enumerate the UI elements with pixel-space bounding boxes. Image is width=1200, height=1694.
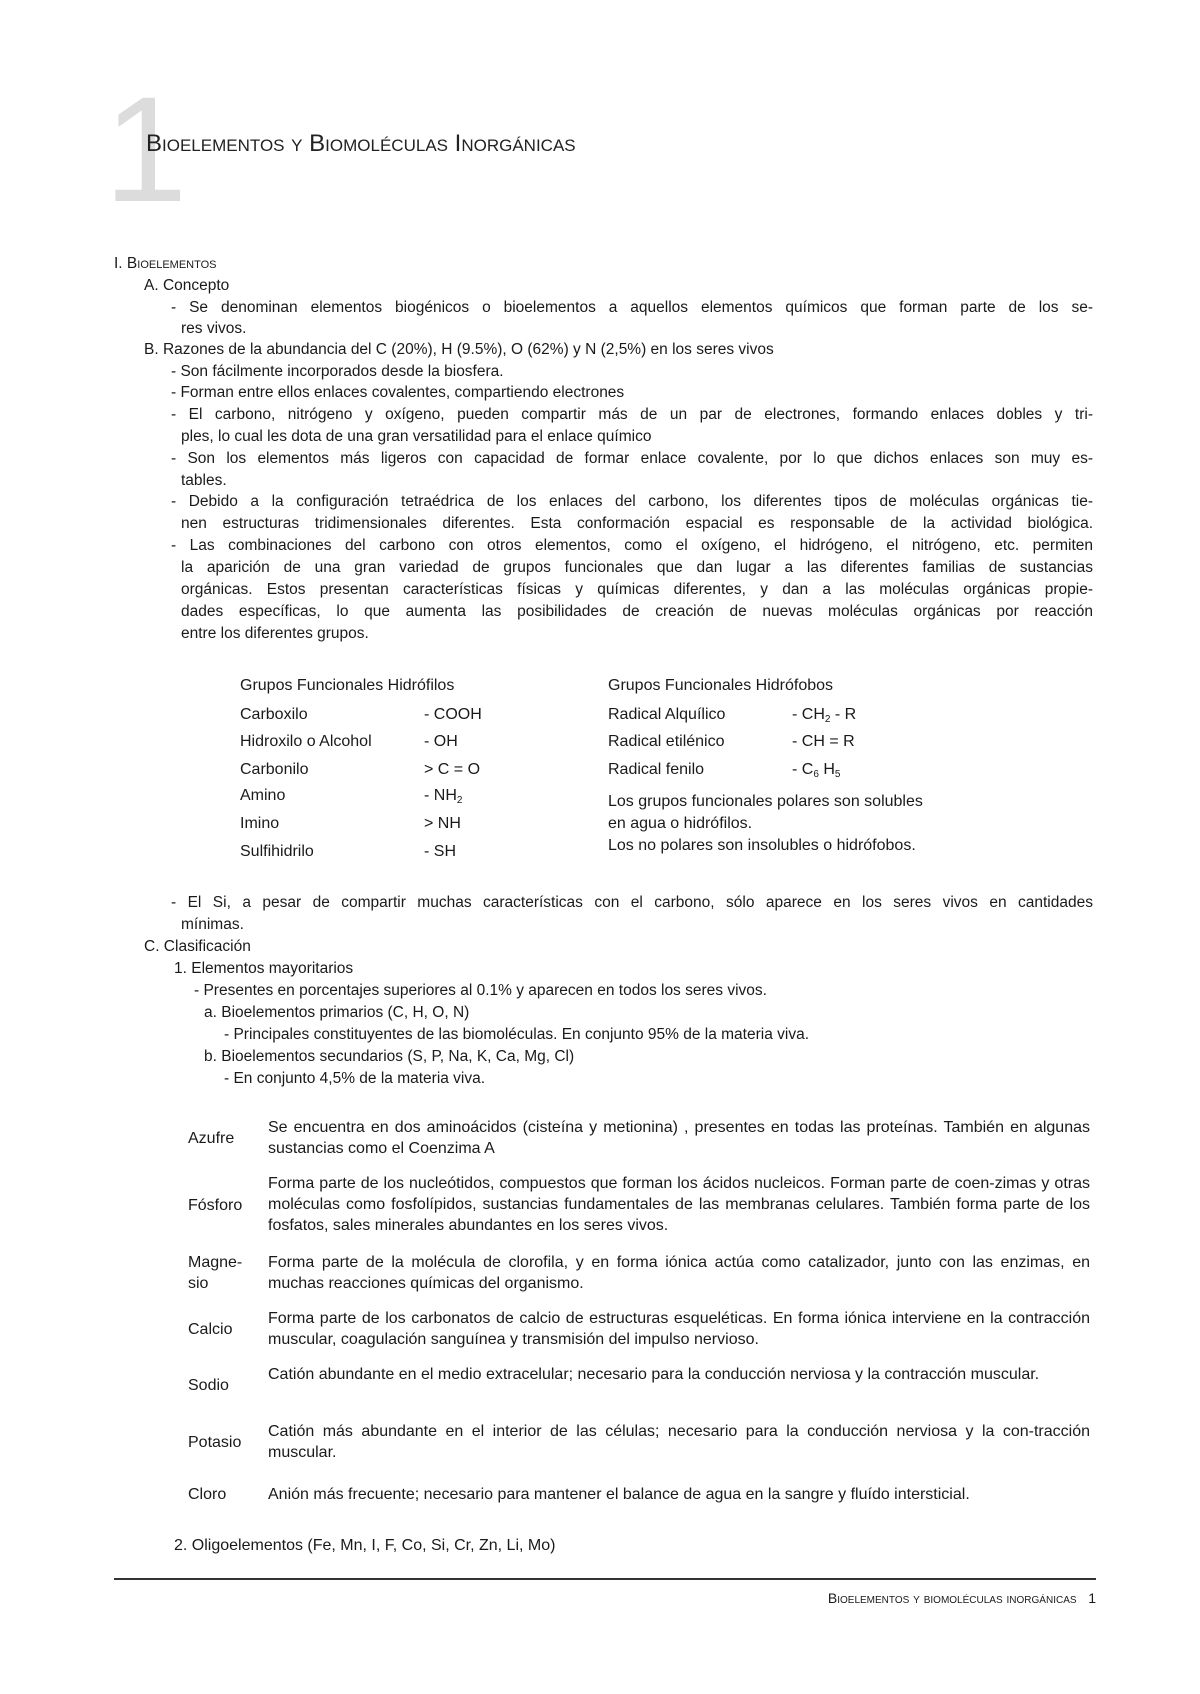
hydrophobic-name: Radical fenilo bbox=[608, 761, 705, 778]
element-name: Magne-sio bbox=[188, 1254, 243, 1292]
footer-rule bbox=[114, 1578, 1096, 1580]
reason-line-12: dades específicas, lo que aumenta las posibilidades de creación de nuevas moléculas orgánicas por reacción bbox=[181, 603, 1093, 620]
element-name: Fósforo bbox=[188, 1197, 243, 1214]
reason-line-9: - Las combinaciones del carbono con otros elementos, como el oxígeno, el hidrógeno, el nitrógeno, etc. permiten bbox=[171, 537, 1093, 554]
reason-line-6: tables. bbox=[181, 472, 227, 489]
secondary-elements-heading: b. Bioelementos secundarios (S, P, Na, K, Ca, Mg, Cl) bbox=[204, 1048, 575, 1065]
formula-text: - R bbox=[830, 706, 857, 723]
hydrophilic-name: Carboxilo bbox=[240, 706, 308, 723]
page-footer bbox=[828, 1590, 1096, 1606]
major-elements-desc: - Presentes en porcentajes superiores al 0.1% y aparecen en todos los seres vivos. bbox=[194, 982, 767, 999]
element-desc: Catión más abundante en el interior de las células; necesario para la conducción nerviosa y la con-tracción muscular. bbox=[268, 1423, 1090, 1461]
hydrophilic-name: Imino bbox=[240, 815, 280, 832]
hydrophobic-name: Radical etilénico bbox=[608, 733, 725, 750]
concept-line-2: res vivos. bbox=[181, 320, 247, 337]
element-desc: Forma parte de los carbonatos de calcio de estructuras esqueléticas. En forma iónica interviene en la contracción muscular, coagulación sanguínea y transmisión del impulso nervioso. bbox=[268, 1310, 1090, 1348]
hydrophobic-header: Grupos Funcionales Hidrófobos bbox=[608, 677, 834, 694]
formula-text: - C bbox=[792, 761, 814, 778]
secondary-elements-desc: - En conjunto 4,5% de la materia viva. bbox=[224, 1070, 486, 1087]
element-desc: Se encuentra en dos aminoácidos (cisteína y metionina) , presentes en todas las proteínas. También en algunas sustancias como el Coenzima A bbox=[268, 1119, 1090, 1157]
reason-line-5: - Son los elementos más ligeros con capacidad de formar enlace covalente, por lo que dichos enlaces son muy es- bbox=[171, 450, 1093, 467]
primary-elements-heading: a. Bioelementos primarios (C, H, O, N) bbox=[204, 1004, 470, 1021]
reason-line-8: nen estructuras tridimensionales diferentes. Esta conformación espacial es responsable de la actividad biológica. bbox=[181, 515, 1093, 532]
formula-text: - CH bbox=[792, 706, 825, 723]
element-name: Calcio bbox=[188, 1321, 233, 1338]
hydrophilic-name: Carbonilo bbox=[240, 761, 309, 778]
formula-text: - NH bbox=[424, 787, 457, 804]
element-name: Cloro bbox=[188, 1486, 227, 1503]
reason-line-2: - Forman entre ellos enlaces covalentes, compartiendo electrones bbox=[171, 384, 625, 401]
reason-line-1: - Son fácilmente incorporados desde la biosfera. bbox=[171, 363, 504, 380]
major-elements-heading: 1. Elementos mayoritarios bbox=[174, 960, 354, 977]
chapter-number: 1 bbox=[104, 65, 188, 233]
reason-line-10: la aparición de una gran variedad de grupos funcionales que dan lugar a las diferentes familias de sustancias bbox=[181, 559, 1093, 576]
formula-subscript: 6 bbox=[813, 769, 819, 780]
footer-title: Bioelementos y biomoléculas inorgánicas bbox=[827, 1590, 1077, 1606]
hydrophobic-name: Radical Alquílico bbox=[608, 706, 726, 723]
formula-text: H bbox=[818, 761, 835, 778]
hydrophilic-name: Hidroxilo o Alcohol bbox=[240, 733, 372, 750]
reasons-heading: B. Razones de la abundancia del C (20%), H (9.5%), O (62%) y N (2,5%) en los seres vivos bbox=[144, 341, 774, 358]
formula-subscript: 5 bbox=[834, 769, 841, 780]
reason-line-3: - El carbono, nitrógeno y oxígeno, pueden compartir más de un par de electrones, formando enlaces dobles y tri- bbox=[171, 406, 1093, 423]
hydrophilic-formula: > C = O bbox=[424, 761, 481, 778]
element-name: Potasio bbox=[188, 1434, 242, 1451]
hydrophobic-formula bbox=[792, 760, 840, 785]
element-desc: Forma parte de los nucleótidos, compuestos que forman los ácidos nucleicos. Forman parte de coen-zimas y otras moléculas como fosfolípidos, sustancias fundamentales de las membranas celulares. También forma parte de los fosfatos, sales minerales abundantes en los seres vivos. bbox=[268, 1175, 1090, 1234]
reason-line-7: - Debido a la configuración tetraédrica de los enlaces del carbono, los diferentes tipos de moléculas orgánicas tie- bbox=[171, 493, 1093, 510]
element-name: Sodio bbox=[188, 1377, 229, 1394]
si-line-2: mínimas. bbox=[181, 916, 244, 933]
polarity-note: Los grupos funcionales polares son solubles bbox=[608, 793, 923, 810]
hydrophilic-header: Grupos Funcionales Hidrófilos bbox=[240, 677, 455, 694]
section-i-heading: I. Bioelementos bbox=[114, 255, 217, 272]
element-desc: Forma parte de la molécula de clorofila, y en forma iónica actúa como catalizador, junto con las enzimas, en muchas reacciones químicas del organismo. bbox=[268, 1254, 1090, 1292]
reason-line-4: ples, lo cual les dota de una gran versatilidad para el enlace químico bbox=[181, 428, 652, 445]
hydrophobic-formula bbox=[792, 705, 856, 730]
polarity-note: Los no polares son insolubles o hidrófobos. bbox=[608, 837, 916, 854]
hydrophilic-formula: - OH bbox=[424, 733, 458, 750]
concept-line-1: - Se denominan elementos biogénicos o bioelementos a aquellos elementos químicos que forman parte de los se- bbox=[171, 299, 1093, 316]
element-desc: Anión más frecuente; necesario para mantener el balance de agua en la sangre y fluído intersticial. bbox=[268, 1486, 970, 1503]
formula-subscript: 2 bbox=[824, 714, 831, 725]
element-name: Azufre bbox=[188, 1130, 235, 1147]
hydrophobic-formula: - CH = R bbox=[792, 733, 855, 750]
polarity-note: en agua o hidrófilos. bbox=[608, 815, 753, 832]
chapter-title: Bioelementos y Biomoléculas Inorgánicas bbox=[146, 130, 576, 157]
element-desc: Catión abundante en el medio extracelular; necesario para la conducción nerviosa y la contracción muscular. bbox=[268, 1366, 1040, 1383]
classification-heading: C. Clasificación bbox=[144, 938, 251, 955]
hydrophilic-formula: > NH bbox=[424, 815, 461, 832]
si-line-1: - El Si, a pesar de compartir muchas características con el carbono, sólo aparece en los seres vivos en cantidades bbox=[171, 894, 1093, 911]
page-number: 1 bbox=[1088, 1590, 1096, 1606]
reason-line-11: orgánicas. Estos presentan características físicas y químicas diferentes, y dan a las moléculas orgánicas propie- bbox=[181, 581, 1093, 598]
hydrophilic-formula: - SH bbox=[424, 843, 456, 860]
primary-elements-desc: - Principales constituyentes de las biomoléculas. En conjunto 95% de la materia viva. bbox=[224, 1026, 810, 1043]
reason-line-13: entre los diferentes grupos. bbox=[181, 625, 369, 642]
hydrophilic-name: Amino bbox=[240, 787, 286, 804]
oligo-elements-heading: 2. Oligoelementos (Fe, Mn, I, F, Co, Si, Cr, Zn, Li, Mo) bbox=[174, 1537, 556, 1554]
concept-heading: A. Concepto bbox=[144, 277, 230, 294]
formula-subscript: 2 bbox=[456, 795, 463, 806]
hydrophilic-formula bbox=[424, 786, 462, 811]
hydrophilic-formula: - COOH bbox=[424, 706, 482, 723]
hydrophilic-name: Sulfihidrilo bbox=[240, 843, 314, 860]
